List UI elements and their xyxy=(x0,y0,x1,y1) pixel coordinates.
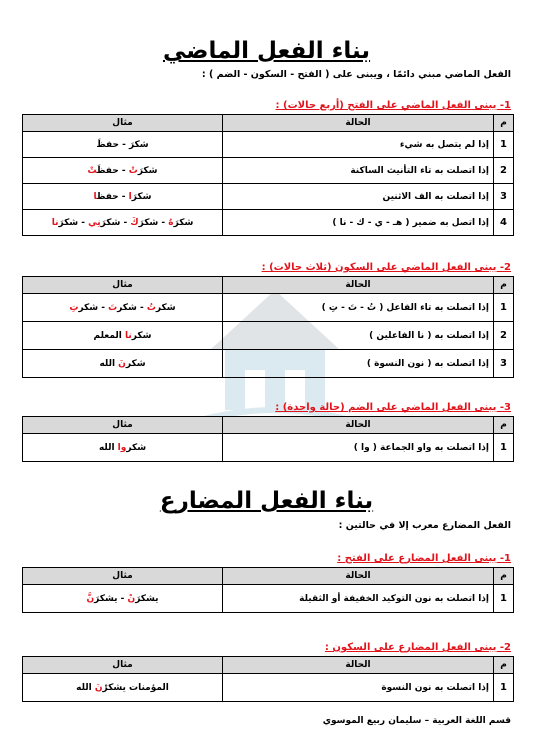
row-num: 3 xyxy=(494,350,514,378)
header-example: مثال xyxy=(23,277,223,294)
table-present-fath xyxy=(22,567,514,613)
example-suffix: ا xyxy=(93,191,97,202)
table-past-damm xyxy=(22,416,514,462)
page-title-present: بناء الفعل المضارع xyxy=(159,488,374,514)
row-num: 2 xyxy=(494,322,514,350)
row-num: 1 xyxy=(494,674,514,702)
header-num: م xyxy=(494,568,514,585)
intro-present: الفعل المضارع معرب إلا في حالتين : xyxy=(338,520,511,531)
header-example: مثال xyxy=(23,568,223,585)
header-case: الحالة xyxy=(223,568,494,585)
row-case: إذا اتصلت به ( نون النسوة ) xyxy=(223,350,494,378)
section-heading-present-sukun: 2- يبنى الفعل المضارع على السكون : xyxy=(324,642,511,653)
row-example xyxy=(23,674,223,702)
header-case: الحالة xyxy=(223,115,494,132)
row-num: 4 xyxy=(494,210,514,236)
example-text: يشكرَ xyxy=(135,593,159,604)
header-case: الحالة xyxy=(223,657,494,674)
example-suffix: نا xyxy=(125,330,132,341)
header-num: م xyxy=(494,417,514,434)
example-text: شكر xyxy=(155,302,176,313)
example-text: الله xyxy=(76,682,95,693)
example-suffix: وا xyxy=(117,442,127,453)
row-case: إذا اتصلت به الف الاثنين xyxy=(223,184,494,210)
row-example xyxy=(23,132,223,158)
example-text: - شكرَ xyxy=(58,217,89,228)
example-text: - شكرَ xyxy=(138,217,169,228)
row-example xyxy=(23,322,223,350)
header-num: م xyxy=(494,115,514,132)
header-num: م xyxy=(494,657,514,674)
example-text: - شكرَ xyxy=(100,217,131,228)
example-text: الله xyxy=(99,358,119,369)
section-heading-past-fath: 1- يبنى الفعل الماضي على الفتح (أربع حالات) : xyxy=(275,100,511,111)
intro-past: الفعل الماضي مبني دائمًا ، ويبنى على ( الفتح - السكون - الضم ) : xyxy=(201,69,511,80)
row-example xyxy=(23,210,223,236)
header-example: مثال xyxy=(23,417,223,434)
row-example xyxy=(23,350,223,378)
example-text: شكر xyxy=(131,330,152,341)
row-case: إذا اتصلت به تاء الفاعل ( تُ - تَ - تِ ) xyxy=(223,294,494,322)
row-case: إذا اتصلت به واو الجماعة ( وا ) xyxy=(223,434,494,462)
row-case: إذا لم يتصل به شيء xyxy=(223,132,494,158)
example-suffix: نا xyxy=(51,217,59,228)
example-suffix: تِ xyxy=(69,302,79,313)
example-suffix: نَ xyxy=(94,682,103,693)
example-suffix: تُ xyxy=(146,302,156,313)
example-suffix: نِي xyxy=(88,217,101,228)
footer-credit: قسم اللغة العربية – سليمان ربيع الموسوي xyxy=(322,716,511,726)
row-case: إذا اتصلت به نون التوكيد الخفيفة أو الثقيلة xyxy=(223,585,494,613)
row-num: 1 xyxy=(494,585,514,613)
example-text: شكر xyxy=(126,442,147,453)
row-num: 1 xyxy=(494,294,514,322)
example-text: - حفظ xyxy=(96,191,129,202)
example-text: شكرَ xyxy=(173,217,194,228)
section-heading-present-fath: 1- يبنى الفعل المضارع على الفتح : xyxy=(337,553,511,564)
example-suffix: نَّ xyxy=(86,593,95,604)
example-suffix: نْ xyxy=(127,593,136,604)
example-suffix: هُ xyxy=(168,217,174,228)
table-present-sukun xyxy=(22,656,514,702)
table-past-sukun xyxy=(22,276,514,378)
example-suffix: ا xyxy=(128,191,132,202)
example-text: - يشكرَ xyxy=(94,593,128,604)
row-example xyxy=(23,434,223,462)
header-num: م xyxy=(494,277,514,294)
row-num: 1 xyxy=(494,434,514,462)
example-text: شكرَ xyxy=(137,165,158,176)
example-text: - شكر xyxy=(117,302,147,313)
row-example xyxy=(23,158,223,184)
header-example: مثال xyxy=(23,657,223,674)
example-text: شكرَ - حفظَ xyxy=(96,139,149,150)
page-title-past: بناء الفعل الماضي xyxy=(162,38,371,64)
row-example xyxy=(23,294,223,322)
example-text: المؤمنات يشكرْ xyxy=(102,682,169,693)
header-example: مثال xyxy=(23,115,223,132)
example-suffix: نَ xyxy=(118,358,126,369)
row-example xyxy=(23,585,223,613)
example-suffix: تْ xyxy=(128,165,138,176)
example-text: شكرَ xyxy=(131,191,152,202)
example-suffix: تَ xyxy=(108,302,118,313)
row-case: إذا اتصل به ضمير ( هـ - ي - ك - نا ) xyxy=(223,210,494,236)
example-text: - حفظَ xyxy=(97,165,129,176)
section-heading-past-damm: 3- يبنى الفعل الماضي على الضم (حالة واحدة) : xyxy=(275,402,511,413)
row-num: 1 xyxy=(494,132,514,158)
row-case: إذا اتصلت به تاء التأنيث الساكنة xyxy=(223,158,494,184)
example-suffix: كَ xyxy=(130,217,139,228)
row-example xyxy=(23,184,223,210)
row-case: إذا اتصلت به ( نا الفاعلين ) xyxy=(223,322,494,350)
example-suffix: تْ xyxy=(87,165,98,176)
example-text: - شكر xyxy=(78,302,109,313)
row-case: إذا اتصلت به نون النسوة xyxy=(223,674,494,702)
example-text: الله xyxy=(98,442,118,453)
section-heading-past-sukun: 2- يبنى الفعل الماضي على السكون (ثلاث حالات) : xyxy=(261,262,511,273)
row-num: 3 xyxy=(494,184,514,210)
header-case: الحالة xyxy=(223,277,494,294)
table-past-fath xyxy=(22,114,514,236)
example-text: شكر xyxy=(125,358,146,369)
row-num: 2 xyxy=(494,158,514,184)
example-text: المعلم xyxy=(93,330,125,341)
header-case: الحالة xyxy=(223,417,494,434)
